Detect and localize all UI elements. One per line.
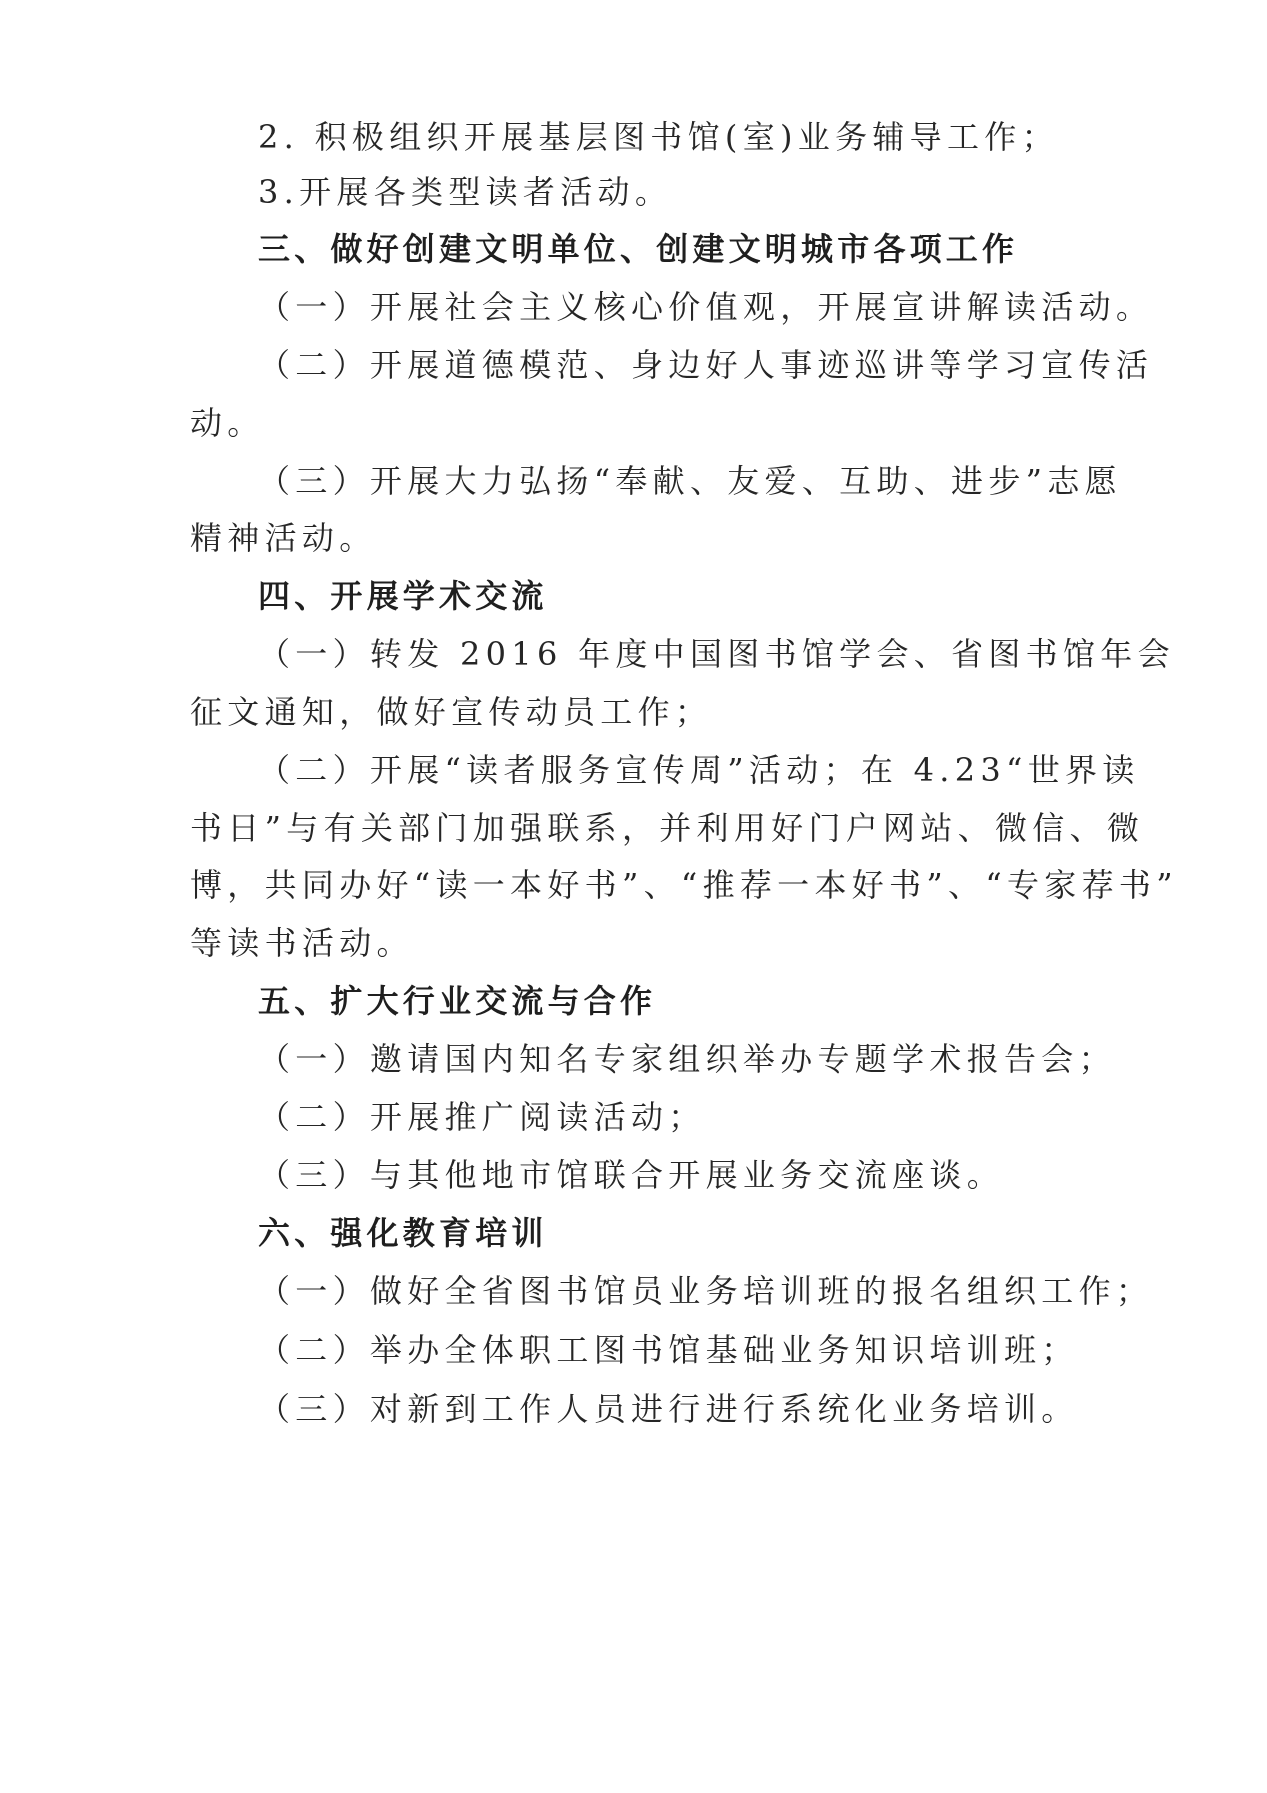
item-2-line: 2. 积极组织开展基层图书馆(室)业务辅导工作； [258,118,1059,156]
paragraph-line: （三）对新到工作人员进行进行系统化业务培训。 [258,1390,1079,1428]
paragraph-line: （一）邀请国内知名专家组织举办专题学术报告会； [258,1040,1116,1078]
paragraph-line: （三）开展大力弘扬“奉献、友爱、互助、进步”志愿 [258,462,1122,500]
section-heading-4: 四、开展学术交流 [258,577,548,615]
section-heading-6: 六、强化教育培训 [258,1214,548,1252]
paragraph-line: 等读书活动。 [190,924,414,962]
paragraph-line: （一）开展社会主义核心价值观，开展宣讲解读活动。 [258,288,1154,326]
item-3-line: 3.开展各类型读者活动。 [258,173,673,211]
paragraph-line: 书日”与有关部门加强联系，并利用好门户网站、微信、微 [190,809,1145,847]
paragraph-line: （三）与其他地市馆联合开展业务交流座谈。 [258,1156,1005,1194]
paragraph-line: （二）开展“读者服务宣传周”活动；在 4.23“世界读 [258,751,1140,789]
paragraph-line: 动。 [190,404,265,442]
paragraph-line: （一）转发 2016 年度中国图书馆学会、省图书馆年会 [258,635,1175,673]
paragraph-line: 博，共同办好“读一本好书”、“推荐一本好书”、“专家荐书” [190,866,1178,904]
section-heading-3: 三、做好创建文明单位、创建文明城市各项工作 [258,230,1019,268]
paragraph-line: （二）开展推广阅读活动； [258,1098,706,1136]
paragraph-line: （二）举办全体职工图书馆基础业务知识培训班； [258,1331,1079,1369]
paragraph-line: 征文通知，做好宣传动员工作； [190,693,713,731]
paragraph-line: （一）做好全省图书馆员业务培训班的报名组织工作； [258,1272,1154,1310]
paragraph-line: （二）开展道德模范、身边好人事迹巡讲等学习宣传活 [258,346,1154,384]
section-heading-5: 五、扩大行业交流与合作 [258,982,657,1020]
paragraph-line: 精神活动。 [190,519,377,557]
